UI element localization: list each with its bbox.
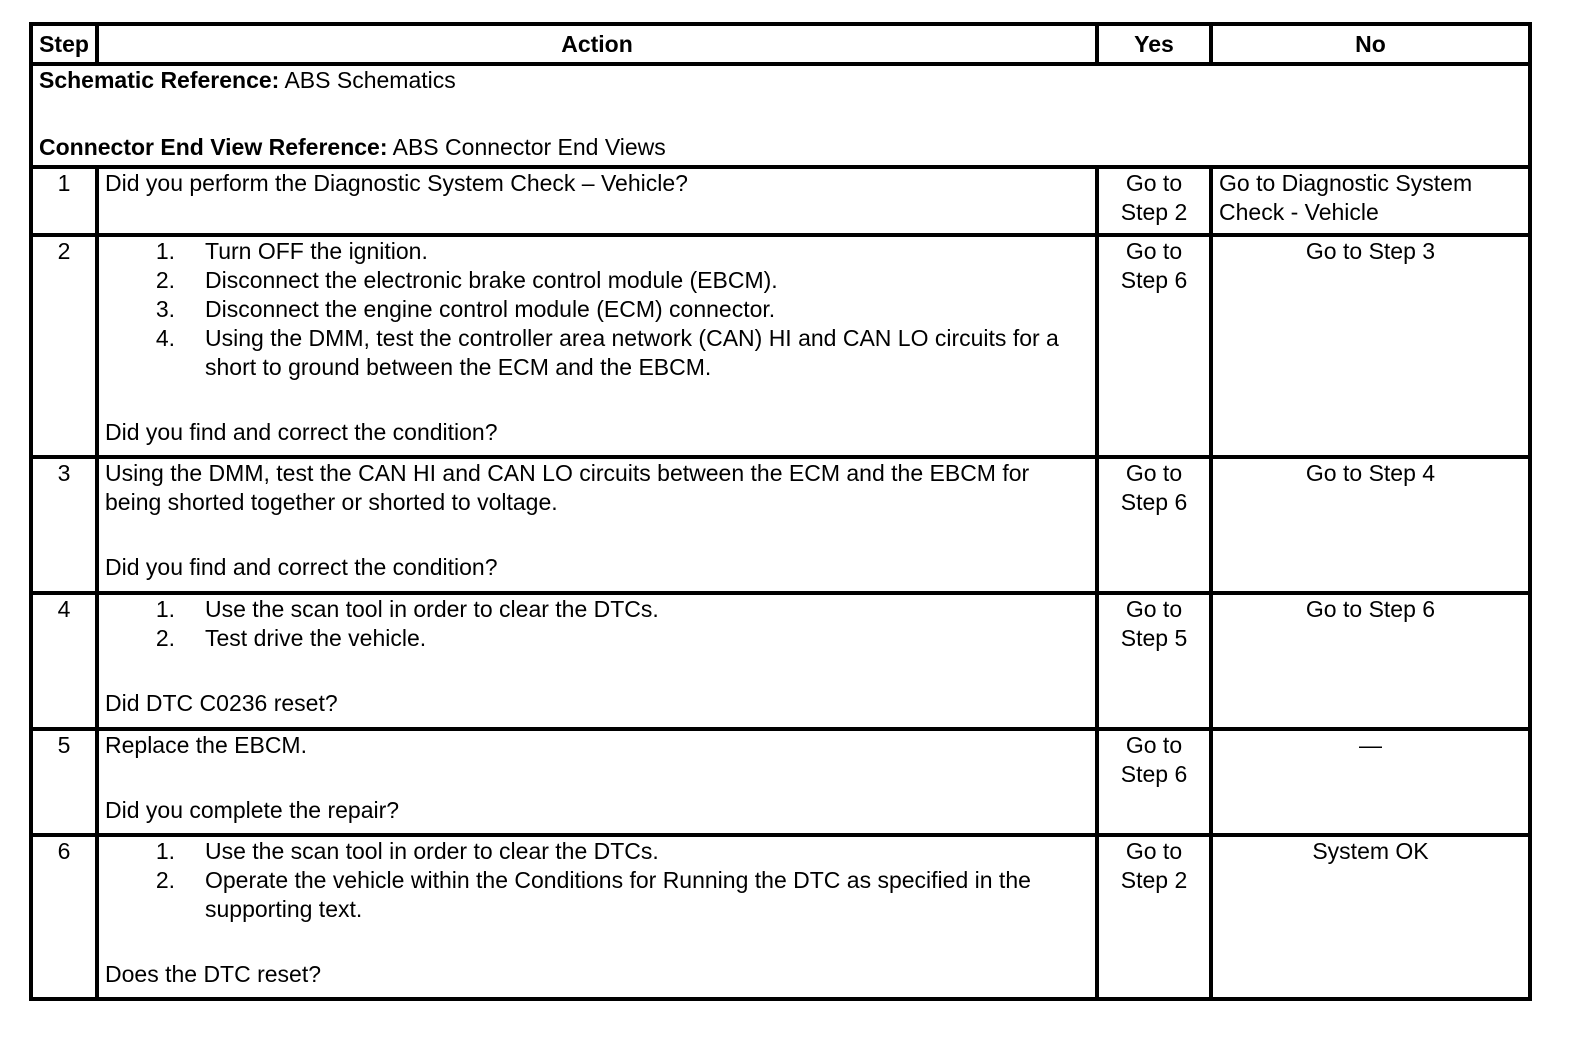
no-result: Go to Step 6 (1211, 593, 1530, 729)
step-number: 2 (31, 235, 97, 457)
list-item: 3. Disconnect the engine control module (ECM) connector. (155, 296, 776, 322)
list-item: 1. Use the scan tool in order to clear the DTCs. (155, 838, 659, 864)
step-question: Does the DTC reset? (105, 961, 322, 987)
step-question: Did DTC C0236 reset? (105, 690, 338, 716)
yes-result: Go to Step 5 (1097, 593, 1211, 729)
step-action (97, 835, 1097, 999)
yes-result: Go to Step 6 (1097, 457, 1211, 593)
list-item: 4. Using the DMM, test the controller area network (CAN) HI and CAN LO circuits for a short to ground between the ECM and the EBCM. (155, 325, 1059, 380)
action-list (105, 837, 1089, 924)
reference-cell (31, 64, 1530, 167)
step-instruction: Replace the EBCM. (105, 732, 307, 758)
header-action: Action (97, 24, 1097, 64)
schematic-ref-value: ABS Schematics (284, 67, 456, 93)
table-row (31, 729, 1530, 835)
yes-result: Go to Step 2 (1097, 835, 1211, 999)
step-question: Did you find and correct the condition? (105, 554, 498, 580)
step-action (97, 593, 1097, 729)
step-question: Did you find and correct the condition? (105, 419, 498, 445)
header-yes: Yes (1097, 24, 1211, 64)
no-result: Go to Diagnostic System Check - Vehicle (1211, 167, 1530, 235)
table-row (31, 593, 1530, 729)
connector-ref-value: ABS Connector End Views (392, 134, 666, 160)
step-action (97, 457, 1097, 593)
table-row (31, 835, 1530, 999)
step-number: 5 (31, 729, 97, 835)
list-item: 2. Disconnect the electronic brake control module (EBCM). (155, 267, 778, 293)
yes-result: Go to Step 6 (1097, 235, 1211, 457)
no-result: Go to Step 3 (1211, 235, 1530, 457)
table-row (31, 457, 1530, 593)
step-number: 4 (31, 593, 97, 729)
list-item: 1. Use the scan tool in order to clear the DTCs. (155, 596, 659, 622)
step-action (97, 729, 1097, 835)
list-item: 2. Operate the vehicle within the Conditions for Running the DTC as specified in the supporting text. (155, 867, 1031, 922)
schematic-ref-label: Schematic Reference: (39, 67, 280, 93)
table-row (31, 235, 1530, 457)
reference-row (31, 64, 1530, 167)
step-number: 6 (31, 835, 97, 999)
no-result: — (1211, 729, 1530, 835)
yes-result: Go to Step 6 (1097, 729, 1211, 835)
action-list (105, 237, 1089, 382)
step-number: 3 (31, 457, 97, 593)
yes-result: Go to Step 2 (1097, 167, 1211, 235)
step-number: 1 (31, 167, 97, 235)
step-question: Did you perform the Diagnostic System Check – Vehicle? (97, 167, 1097, 235)
header-step: Step (31, 24, 97, 64)
step-instruction: Using the DMM, test the CAN HI and CAN LO circuits between the ECM and the EBCM for being shorted together or shorted to voltage. (105, 460, 1030, 515)
step-action (97, 235, 1097, 457)
table-row (31, 167, 1530, 235)
list-item: 2. Test drive the vehicle. (155, 625, 427, 651)
diagnostic-table (29, 22, 1532, 1001)
connector-ref-label: Connector End View Reference: (39, 134, 388, 160)
list-item: 1. Turn OFF the ignition. (155, 238, 428, 264)
step-question: Did you complete the repair? (105, 797, 400, 823)
action-list (105, 595, 1089, 653)
header-row (31, 24, 1530, 64)
no-result: System OK (1211, 835, 1530, 999)
no-result: Go to Step 4 (1211, 457, 1530, 593)
header-no: No (1211, 24, 1530, 64)
